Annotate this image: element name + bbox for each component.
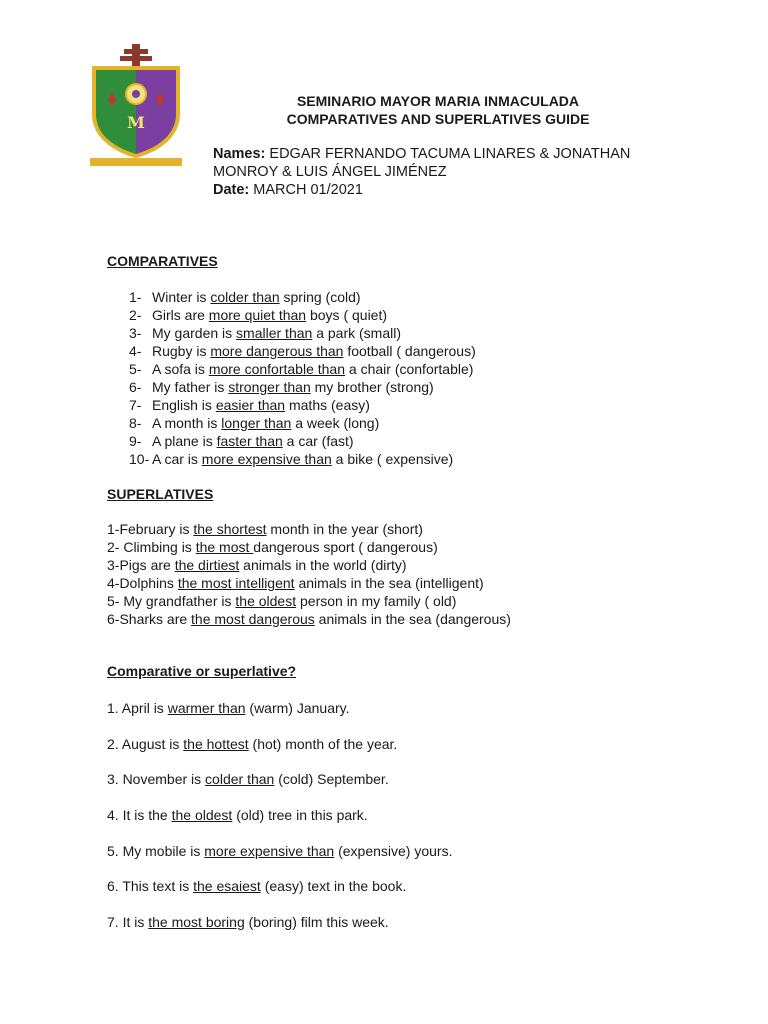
comparatives-heading: COMPARATIVES <box>107 253 218 269</box>
answer: the oldest <box>235 593 297 609</box>
comparative-item: 6- My father is stronger than my brother (strong) <box>129 379 434 395</box>
answer: more expensive than <box>201 451 332 467</box>
superlative-item: 5- My grandfather is the oldest person in my family ( old) <box>107 593 457 609</box>
exercise-heading: Comparative or superlative? <box>107 663 297 679</box>
superlative-item: 6-Sharks are the most dangerous animals in the sea (dangerous) <box>107 611 511 627</box>
crest-shield-right <box>136 70 176 154</box>
comparative-item: 7- English is easier than maths (easy) <box>129 397 370 413</box>
answer: the dirtiest <box>174 557 240 573</box>
answer: more quiet than <box>208 307 307 323</box>
names-label: Names: <box>213 146 266 162</box>
answer: colder than <box>210 289 280 305</box>
answer: stronger than <box>228 379 311 395</box>
answer: more dangerous than <box>210 343 344 359</box>
comparative-item: 2- Girls are more quiet than boys ( quiet) <box>129 307 388 323</box>
answer: smaller than <box>236 325 313 341</box>
answer: the most boring <box>148 914 245 930</box>
answer: faster than <box>216 433 283 449</box>
comparative-item: 9- A plane is faster than a car (fast) <box>129 433 354 449</box>
names-value-1: EDGAR FERNANDO TACUMA LINARES & JONATHAN <box>265 146 631 162</box>
school-crest-logo <box>86 42 186 170</box>
answer: the shortest <box>193 521 267 537</box>
crest-sun-center <box>132 90 140 98</box>
comparative-item: 3- My garden is smaller than a park (small) <box>129 325 401 341</box>
crest-cross-vertical <box>132 44 140 66</box>
exercise-item: 4. It is the the oldest (old) tree in this park. <box>107 807 368 823</box>
exercise-item: 1. April is warmer than (warm) January. <box>107 700 350 716</box>
date-label: Date: <box>213 182 250 198</box>
exercise-item: 7. It is the most boring (boring) film this week. <box>107 914 389 930</box>
answer: the most dangerous <box>191 611 315 627</box>
crest-cross-bar-bottom <box>120 56 152 61</box>
answer: the most <box>195 539 254 555</box>
exercise-item: 3. November is colder than (cold) September. <box>107 771 389 787</box>
crest-monogram: M <box>127 113 145 132</box>
exercise-item: 6. This text is the esaiest (easy) text in the book. <box>107 878 407 894</box>
date-line <box>213 181 683 199</box>
names-line-2: MONROY & LUIS ÁNGEL JIMÉNEZ <box>213 164 447 180</box>
exercise-item: 5. My mobile is more expensive than (expensive) yours. <box>107 843 453 859</box>
answer: the esaiest <box>193 878 261 894</box>
names-line <box>213 145 683 163</box>
answer: more confortable than <box>208 361 346 377</box>
answer: more expensive than <box>204 843 335 859</box>
comparative-item: 4- Rugby is more dangerous than football ( dangerous) <box>129 343 476 359</box>
crest-cross-bar-top <box>124 49 148 54</box>
answer: warmer than <box>167 700 246 716</box>
exercise-item: 2. August is the hottest (hot) month of the year. <box>107 736 398 752</box>
date-value: MARCH 01/2021 <box>249 182 363 198</box>
answer: longer than <box>221 415 292 431</box>
school-name: SEMINARIO MAYOR MARIA INMACULADA <box>296 93 580 109</box>
crest-shield-left <box>96 70 136 154</box>
superlative-item: 1-February is the shortest month in the year (short) <box>107 521 423 537</box>
superlative-item: 4-Dolphins the most intelligent animals in the sea (intelligent) <box>107 575 484 591</box>
superlatives-heading: SUPERLATIVES <box>107 486 214 502</box>
comparative-item: 10- A car is more expensive than a bike ( expensive) <box>129 451 454 467</box>
superlative-item: 2- Climbing is the most dangerous sport ( dangerous) <box>107 539 438 555</box>
student-info <box>213 145 683 199</box>
superlative-item: 3-Pigs are the dirtiest animals in the world (dirty) <box>107 557 407 573</box>
comparative-item: 8- A month is longer than a week (long) <box>129 415 380 431</box>
answer: easier than <box>215 397 286 413</box>
answer: the oldest <box>171 807 233 823</box>
guide-title: COMPARATIVES AND SUPERLATIVES GUIDE <box>286 111 590 127</box>
answer: colder than <box>205 771 275 787</box>
crest-ribbon <box>90 158 182 166</box>
answer: the most intelligent <box>177 575 295 591</box>
comparative-item: 5- A sofa is more confortable than a chair (confortable) <box>129 361 474 377</box>
answer: the hottest <box>183 736 249 752</box>
comparative-item: 1- Winter is colder than spring (cold) <box>129 289 361 305</box>
